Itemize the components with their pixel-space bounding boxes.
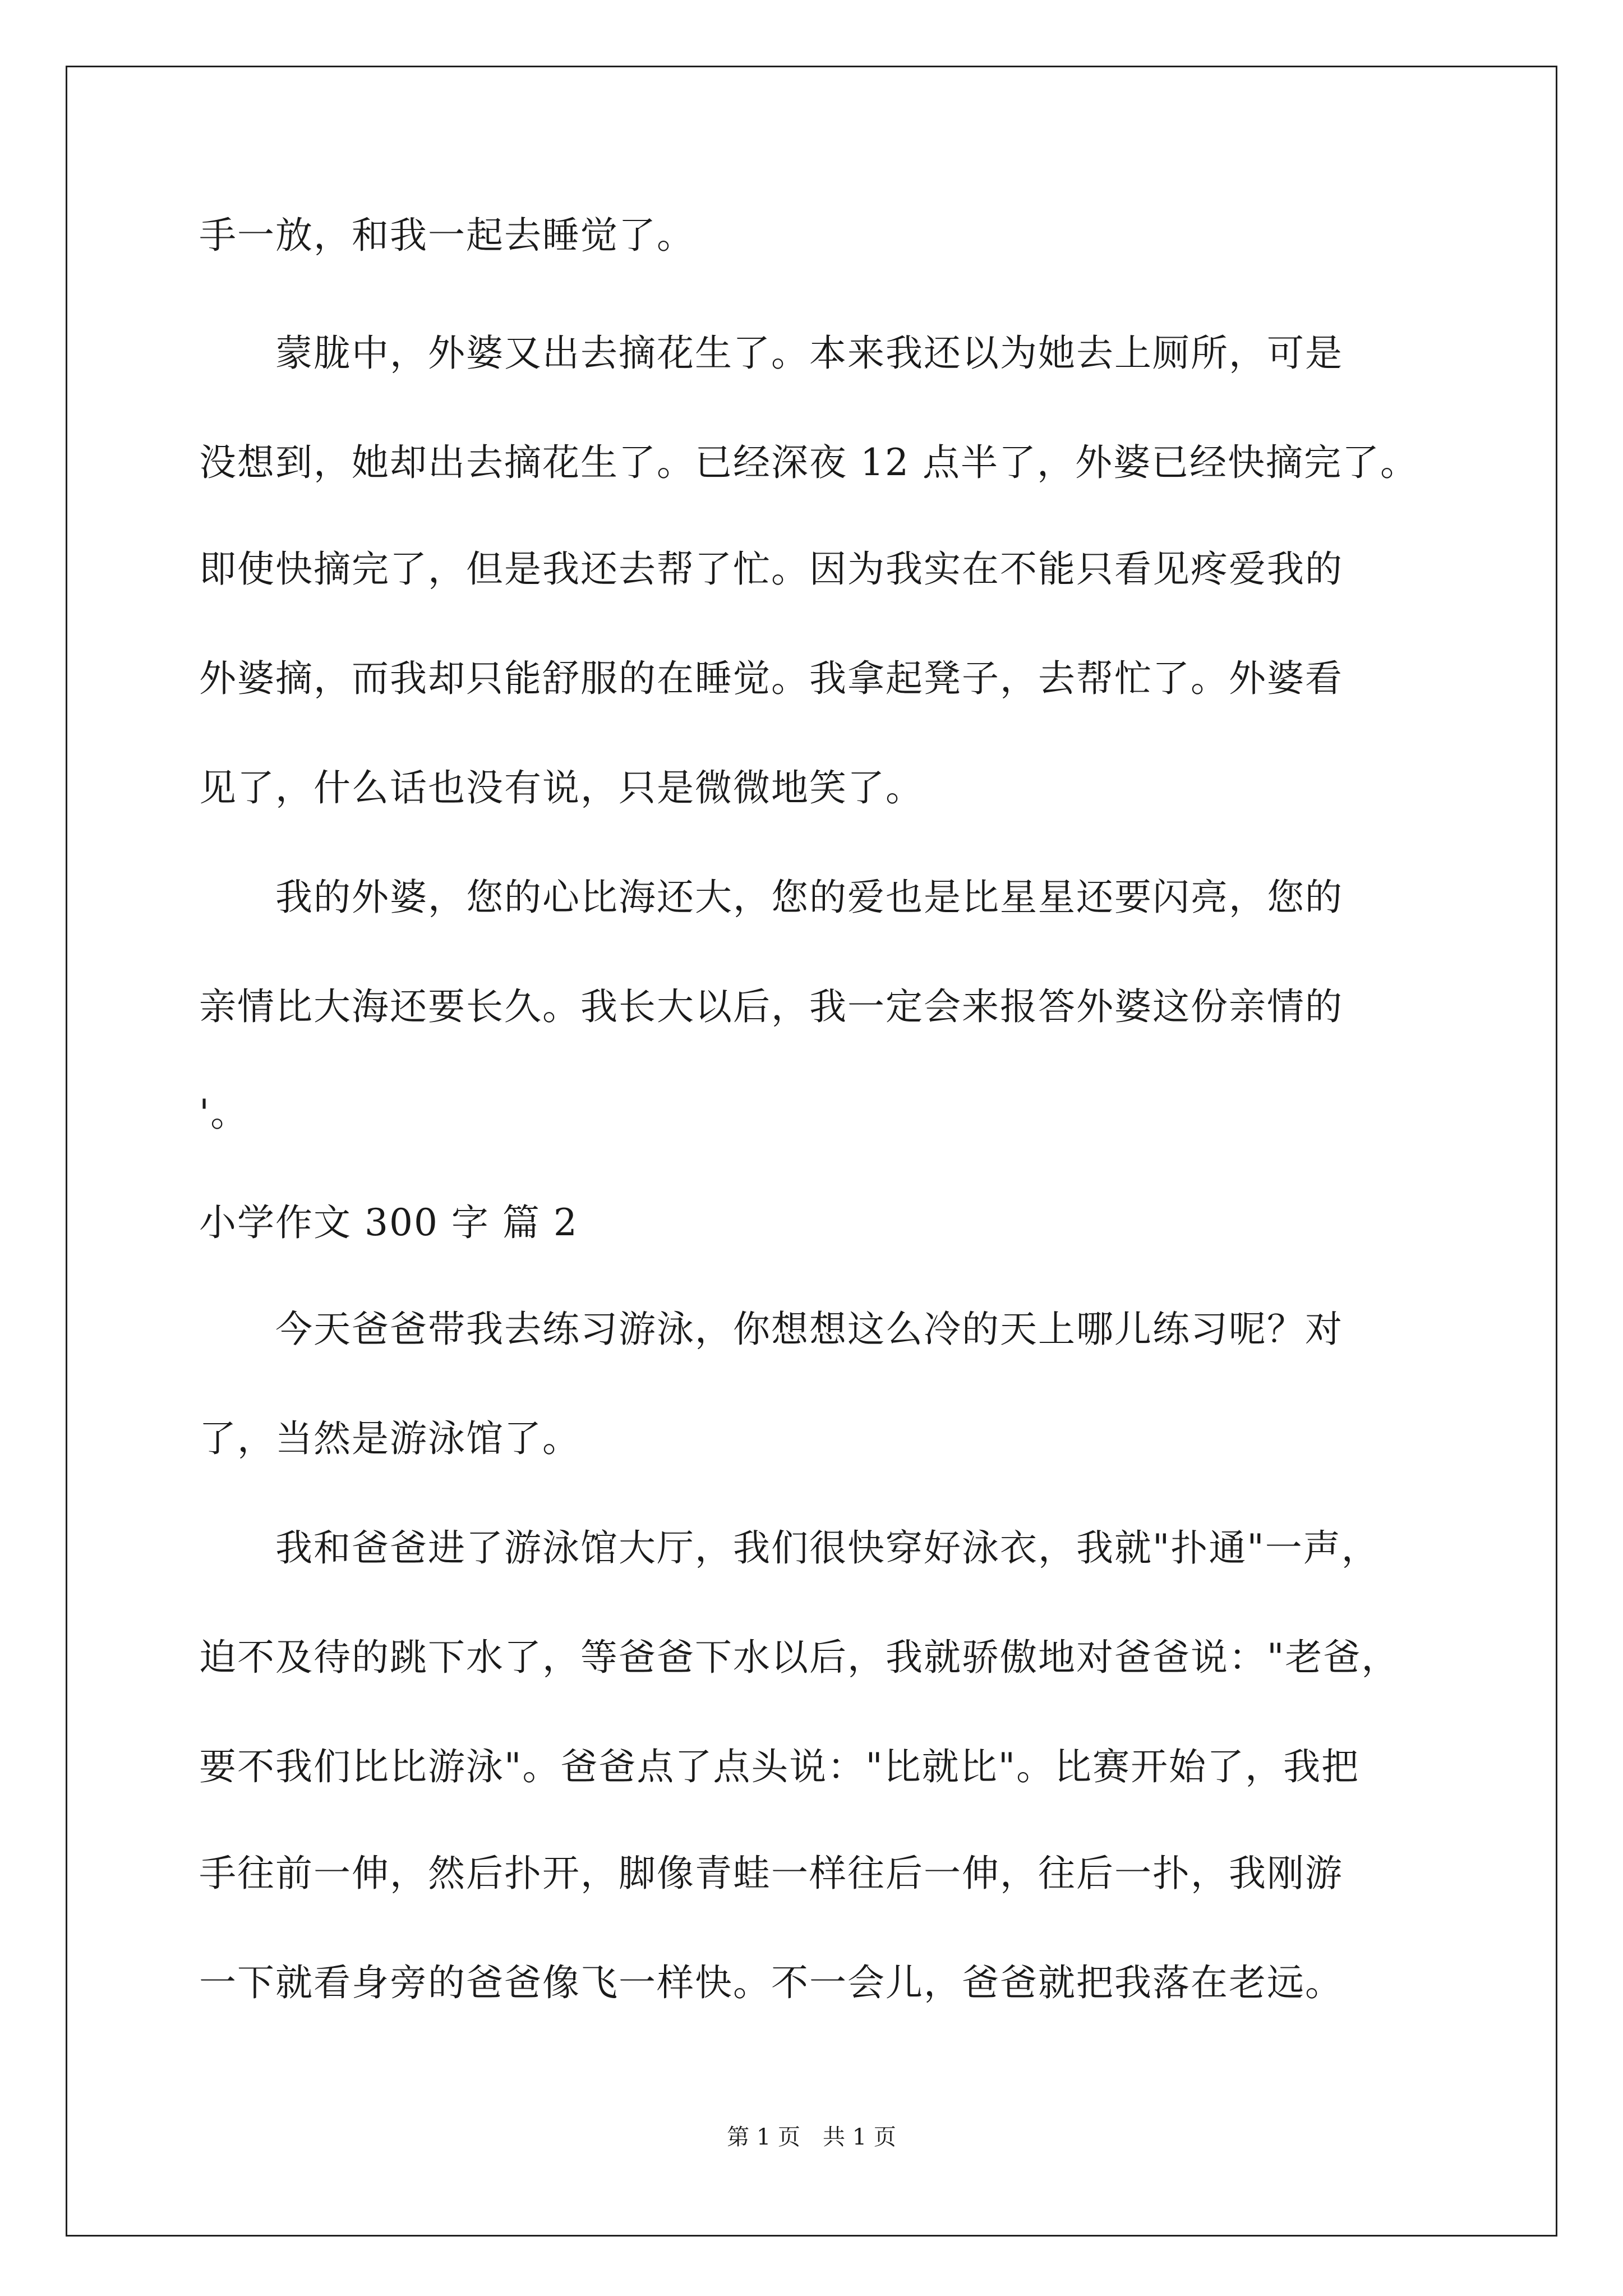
paragraph-line-5: 外婆摘，而我却只能舒服的在睡觉。我拿起凳子，去帮忙了。外婆看 <box>199 657 1343 700</box>
paragraph-line-17: 一下就看身旁的爸爸像飞一样快。不一会儿，爸爸就把我落在老远。 <box>199 1961 1343 2004</box>
page-border <box>66 66 1557 2237</box>
page-footer: 第 1 页 共 1 页 <box>727 2124 896 2150</box>
paragraph-line-13: 我和爸爸进了游泳馆大厅，我们很快穿好泳衣，我就"扑通"一声， <box>199 1526 1380 1570</box>
paragraph-line-3: 没想到，她却出去摘花生了。已经深夜 12 点半了，外婆已经快摘完了。 <box>199 441 1418 484</box>
paragraph-line-7: 我的外婆，您的心比海还大，您的爱也是比星星还要闪亮，您的 <box>199 876 1343 919</box>
paragraph-line-15: 要不我们比比游泳"。爸爸点了点头说："比就比"。比赛开始了，我把 <box>199 1745 1360 1788</box>
paragraph-line-16: 手往前一伸，然后扑开，脚像青蛙一样往后一伸，往后一扑，我刚游 <box>199 1852 1343 1895</box>
paragraph-line-11: 今天爸爸带我去练习游泳，你想想这么冷的天上哪儿练习呢？对 <box>199 1308 1343 1351</box>
paragraph-line-6: 见了，什么话也没有说，只是微微地笑了。 <box>199 766 924 809</box>
paragraph-line-8: 亲情比大海还要长久。我长大以后，我一定会来报答外婆这份亲情的 <box>199 985 1343 1028</box>
section-heading: 小学作文 300 字 篇 2 <box>199 1201 578 1244</box>
paragraph-line-12: 了，当然是游泳馆了。 <box>199 1417 580 1460</box>
paragraph-line-4: 即使快摘完了，但是我还去帮了忙。因为我实在不能只看见疼爱我的 <box>199 547 1343 591</box>
paragraph-line-1: 手一放，和我一起去睡觉了。 <box>199 214 695 257</box>
paragraph-line-14: 迫不及待的跳下水了，等爸爸下水以后，我就骄傲地对爸爸说："老爸， <box>199 1636 1400 1679</box>
paragraph-line-9: '。 <box>199 1092 249 1135</box>
paragraph-line-2: 蒙胧中，外婆又出去摘花生了。本来我还以为她去上厕所，可是 <box>199 332 1343 375</box>
